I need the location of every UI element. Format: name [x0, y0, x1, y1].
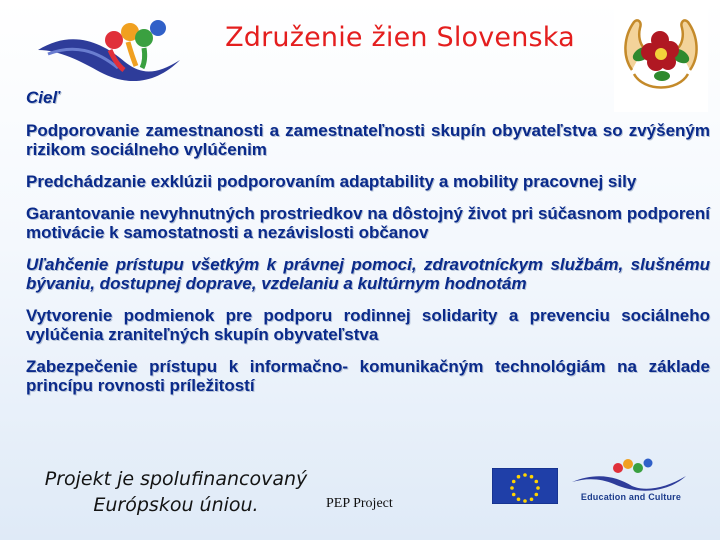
goal-item: Podporovanie zamestnanosti a zamestnateľnosti skupín obyvateľstva so zvýšeným rizikom sociálneho vylúčenim — [26, 121, 710, 159]
education-culture-label: Education and Culture — [580, 492, 682, 502]
goal-item: Zabezpečenie prístupu k informačno- komunikačným technológiám na základe princípu rovnosti príležitostí — [26, 357, 710, 395]
funding-note — [42, 466, 310, 518]
funding-line-1: Projekt je spolufinancovaný — [44, 468, 308, 490]
goal-item: Garantovanie nevyhnutných prostriedkov na dôstojný život pri súčasnom podporení motivácie k samostatnosti a nezávislosti občanov — [26, 204, 710, 242]
page-title: Združenie žien Slovenska — [225, 22, 575, 53]
eu-flag-icon — [492, 468, 558, 504]
flower-hands-logo-icon — [614, 0, 708, 112]
people-figures-logo-icon — [30, 10, 190, 92]
funding-line-2: Európskou úniou. — [93, 494, 259, 516]
section-heading: Cieľ — [26, 88, 60, 107]
project-label: PEP Project — [326, 496, 393, 511]
goals-list — [26, 121, 710, 408]
goal-item: Predchádzanie exklúzii podporovaním adaptability a mobility pracovnej sily — [26, 172, 637, 191]
goal-item: Uľahčenie prístupu všetkým k právnej pomoci, zdravotníckym službám, slušnému bývaniu, dostupnej doprave, vzdelaniu a kultúrnym hodnotám — [26, 255, 710, 293]
goal-item: Vytvorenie podmienok pre podporu rodinnej solidarity a prevenciu sociálneho vylúčenia zraniteľných skupín obyvateľstva — [26, 306, 710, 344]
